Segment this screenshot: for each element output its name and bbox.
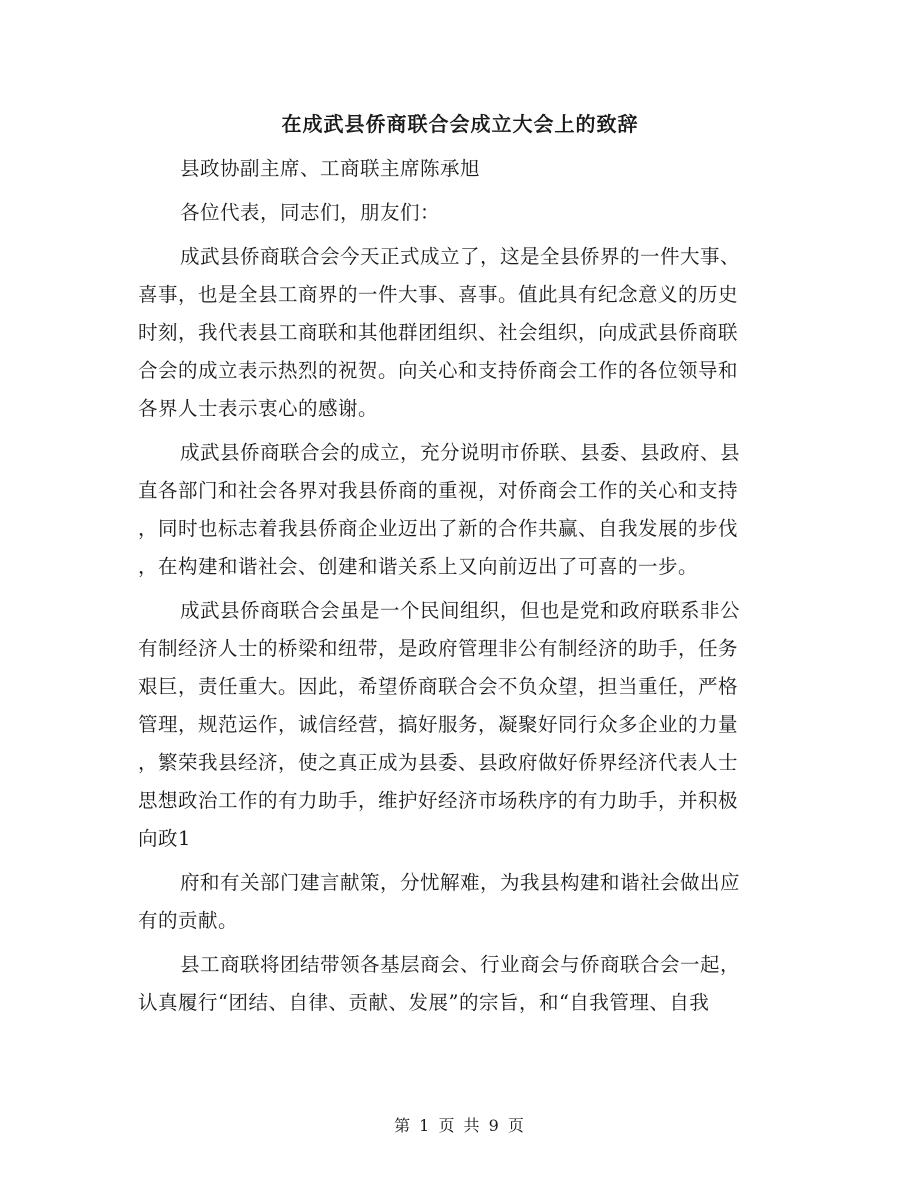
paragraph: [138, 946, 770, 1022]
paragraph-line: 认真履行“团结、自律、贡献、发展”的宗旨，和“自我管理、自我: [138, 991, 710, 1014]
paragraph-line: 有制经济人士的桥梁和纽带，是政府管理非公有制经济的助手，任务: [138, 637, 739, 660]
paragraph-line: ，繁荣我县经济，使之真正成为县委、县政府做好侨界经济代表人士: [138, 751, 739, 774]
document-title: 在成武县侨商联合会成立大会上的致辞: [281, 112, 639, 136]
salutation-line: 各位代表，同志们，朋友们：: [180, 201, 441, 224]
page-number: 第 1 页 共 9 页: [394, 1116, 526, 1135]
paragraph: [138, 434, 770, 586]
paragraph-line: 成武县侨商联合会今天正式成立了，这是全县侨界的一件大事、: [180, 245, 741, 268]
paragraph-line: ，同时也标志着我县侨商企业迈出了新的合作共赢、自我发展的步伐: [138, 517, 739, 540]
paragraph: [138, 864, 770, 940]
speaker-line: 县政协副主席、工商联主席陈承旭: [180, 157, 481, 180]
paragraph-line: 直各部门和社会各界对我县侨商的重视，对侨商会工作的关心和支持: [138, 479, 739, 502]
paragraph-line: 有的贡献。: [138, 909, 239, 932]
paragraph-line: 时刻，我代表县工商联和其他群团组织、社会组织，向成武县侨商联: [138, 321, 739, 344]
paragraph-line: 成武县侨商联合会虽是一个民间组织，但也是党和政府联系非公: [180, 599, 741, 622]
paragraph-line: 思想政治工作的有力助手，维护好经济市场秩序的有力助手，并积极: [138, 789, 739, 812]
paragraph-line: 合会的成立表示热烈的祝贺。向关心和支持侨商会工作的各位领导和: [138, 359, 739, 382]
paragraph: [138, 592, 770, 858]
paragraph-line: 成武县侨商联合会的成立，充分说明市侨联、县委、县政府、县: [180, 441, 741, 464]
paragraph-line: 艰巨，责任重大。因此，希望侨商联合会不负众望，担当重任，严格: [138, 675, 739, 698]
paragraph-line: 喜事，也是全县工商界的一件大事、喜事。值此具有纪念意义的历史: [138, 283, 739, 306]
paragraph-line: ，在构建和谐社会、创建和谐关系上又向前迈出了可喜的一步。: [138, 555, 699, 578]
paragraph-line: 各界人士表示衷心的感谢。: [138, 397, 379, 420]
paragraph-line: 县工商联将团结带领各基层商会、行业商会与侨商联合会一起，: [180, 953, 741, 976]
document-body: [138, 150, 770, 1022]
paragraph-line: 府和有关部门建言献策，分忧解难，为我县构建和谐社会做出应: [180, 871, 741, 894]
paragraph: [138, 238, 770, 428]
paragraph-line: 管理，规范运作，诚信经营，搞好服务，凝聚好同行众多企业的力量: [138, 713, 739, 736]
paragraph-line: 向政1: [138, 827, 191, 850]
